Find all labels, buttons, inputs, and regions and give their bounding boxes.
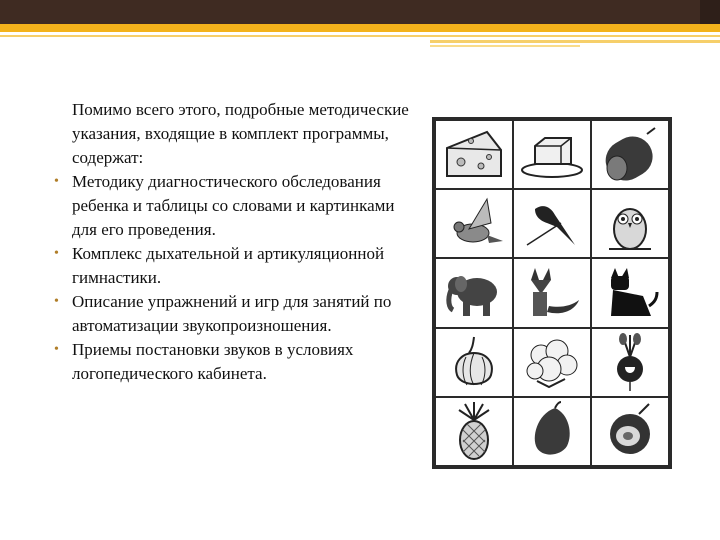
grid-cell xyxy=(591,328,669,397)
grid-cell xyxy=(591,258,669,327)
accent-line xyxy=(430,40,720,43)
intro-paragraph: Помимо всего этого, подробные методические указания, входящие в комплект программы, содержат: xyxy=(72,100,409,167)
grid-cell xyxy=(513,258,591,327)
grid-cell xyxy=(591,120,669,189)
list-item xyxy=(52,290,412,338)
butter-icon xyxy=(517,124,587,186)
list-item-text: Описание упражнений и игр для занятий по автоматизации звукопроизношения. xyxy=(72,292,392,335)
list-item-text: Приемы постановки звуков в условиях логопедического кабинета. xyxy=(72,340,354,383)
grid-cell xyxy=(513,397,591,466)
bullet-icon: • xyxy=(54,246,59,261)
list-item xyxy=(52,242,412,290)
grid-cell xyxy=(435,258,513,327)
pineapple-icon xyxy=(439,400,509,462)
grid-cell xyxy=(435,120,513,189)
dove-icon xyxy=(439,193,509,255)
accent-bar xyxy=(0,24,720,32)
garlic-icon xyxy=(439,331,509,393)
bullet-icon: • xyxy=(54,342,59,357)
fox-icon xyxy=(517,262,587,324)
cheese-icon xyxy=(439,124,509,186)
grid-cell xyxy=(435,328,513,397)
top-bar xyxy=(0,0,720,24)
radish-icon xyxy=(595,331,665,393)
plum-icon xyxy=(595,400,665,462)
grid-cell xyxy=(435,189,513,258)
mango-icon xyxy=(517,400,587,462)
owl-icon xyxy=(595,193,665,255)
accent-line xyxy=(430,45,580,47)
sausage-icon xyxy=(595,124,665,186)
accent-line xyxy=(0,35,720,37)
grid-cell xyxy=(435,397,513,466)
grid-cell xyxy=(513,120,591,189)
list-item-text: Методику диагностического обследования ребенка и таблицы со словами и картинками для его проведения. xyxy=(72,172,395,239)
grid-cell xyxy=(513,189,591,258)
list-item-text: Комплекс дыхательной и артикуляционной гимнастики. xyxy=(72,244,385,287)
slide-text xyxy=(52,98,412,386)
elephant-icon xyxy=(439,262,509,324)
bullet-list xyxy=(52,170,412,386)
picture-grid xyxy=(432,117,672,469)
bullet-icon: • xyxy=(54,174,59,189)
top-bar-edge xyxy=(700,0,720,24)
grid-cell xyxy=(513,328,591,397)
swallow-icon xyxy=(517,193,587,255)
grid-cell xyxy=(591,189,669,258)
cauliflower-icon xyxy=(517,331,587,393)
list-item xyxy=(52,170,412,242)
grid-cell xyxy=(591,397,669,466)
list-item xyxy=(52,338,412,386)
dog-icon xyxy=(595,262,665,324)
bullet-icon: • xyxy=(54,294,59,309)
